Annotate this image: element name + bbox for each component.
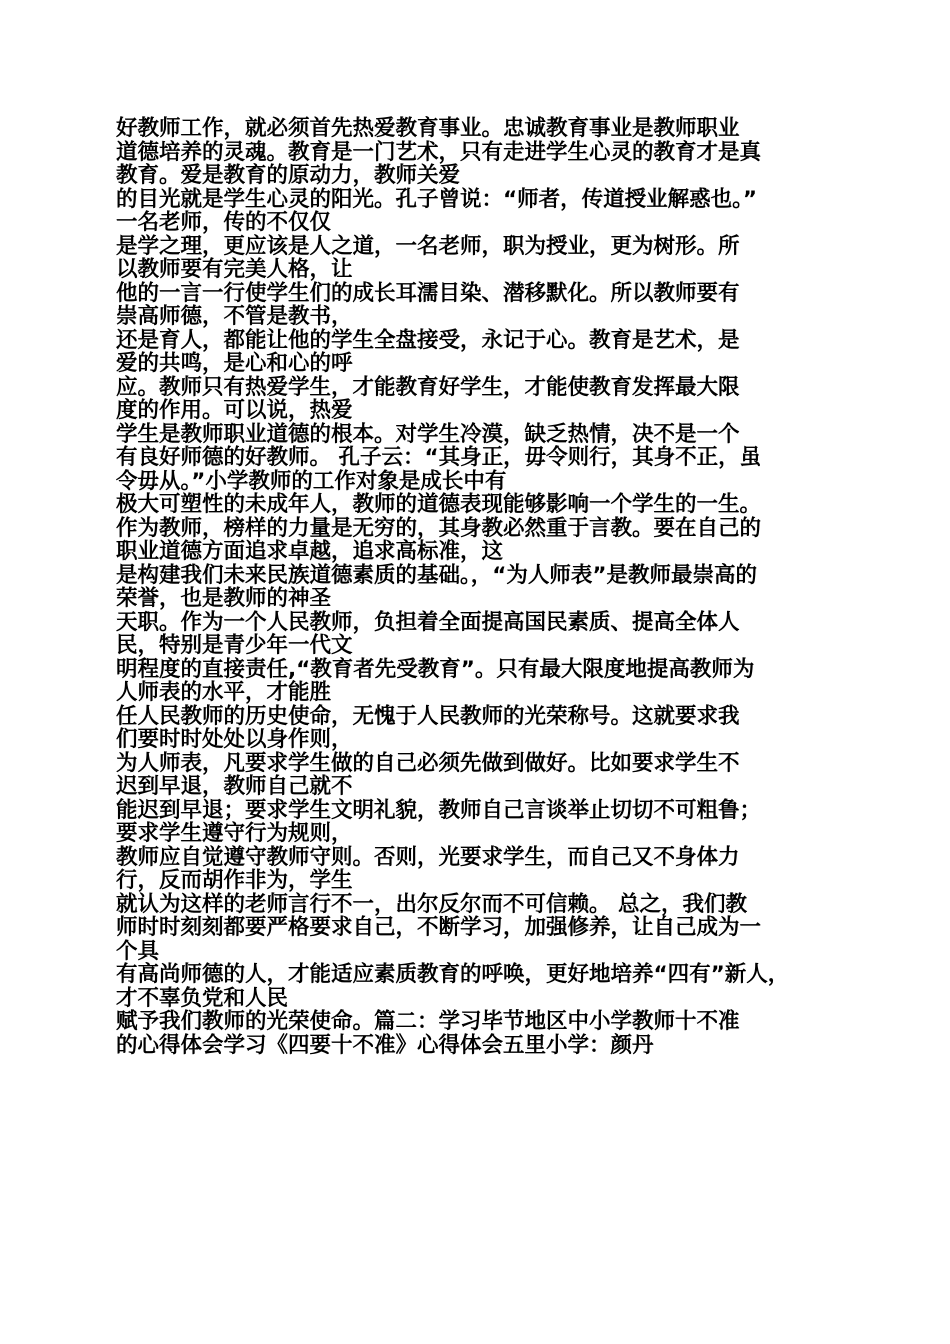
text-line: 他的一言一行使学生们的成长耳濡目染、潜移默化。所以教师要有 [116,280,740,306]
text-line: 职业道德方面追求卓越，追求高标准，这 [116,539,504,564]
text-line: 一名老师，传的不仅仅 [116,210,332,235]
text-line: 才不辜负党和人民 [116,985,289,1011]
text-line: 任人民教师的历史使命，无愧于人民教师的光荣称号。这就要求我 [116,703,740,729]
text-line: 能迟到早退；要求学生文明礼貌，教师自己言谈举止切切不可粗鲁； [116,797,762,823]
text-line: 为人师表，凡要求学生做的自己必须先做到做好。比如要求学生不 [116,750,740,776]
text-line: 度的作用。可以说，热爱 [116,398,353,423]
text-line: 的心得体会学习《四要十不准》心得体会五里小学：颜丹 [116,1032,654,1058]
text-line: 令毋从。”小学教师的工作对象是成长中有 [116,468,507,494]
text-line: 学生是教师职业道德的根本。对学生冷漠，缺乏热情，决不是一个 [116,421,740,447]
text-line: 爱的共鸣，是心和心的呼 [116,351,353,376]
text-line: 行，反而胡作非为，学生 [116,868,353,893]
text-line: 个具 [116,938,160,964]
text-line: 天职。作为一个人民教师，负担着全面提高国民素质、提高全体人 [116,609,740,635]
text-line: 迟到早退，教师自己就不 [116,774,353,799]
text-line: 要求学生遵守行为规则， [116,821,353,846]
text-line: 是构建我们未来民族道德素质的基础。，“为人师表”是教师最崇高的 [116,562,758,588]
text-line: 作为教师，榜样的力量是无穷的，其身教必然重于言教。要在自己的 [116,515,762,541]
text-line: 人师表的水平，才能胜 [116,680,332,705]
text-line: 应。教师只有热爱学生，才能教育好学生，才能使教育发挥最大限 [116,374,740,400]
text-line: 荣誉，也是教师的神圣 [116,586,332,611]
text-line: 民，特别是青少年一代文 [116,633,353,658]
text-line: 道德培养的灵魂。教育是一门艺术，只有走进学生心灵的教育才是真 [116,139,762,165]
text-line: 有高尚师德的人，才能适应素质教育的呼唤，更好地培养“四有”新人， [116,962,790,987]
text-line: 们要时时处处以身作则， [116,727,353,752]
text-line: 崇高师德，不管是教书， [116,304,353,329]
text-line: 还是育人，都能让他的学生全盘接受，永记于心。教育是艺术，是 [116,327,740,353]
text-line: 是学之理，更应该是人之道，一名老师，职为授业，更为树形。所 [116,233,740,259]
text-line: 教师应自觉遵守教师守则。否则，光要求学生，而自己又不身体力 [116,844,740,870]
document-body [116,117,846,1057]
text-line: 就认为这样的老师言行不一，出尔反尔而不可信赖。 总之，我们教 [116,891,747,917]
text-line: 师时时刻刻都要严格要求自己，不断学习，加强修养，让自己成为一 [116,915,762,940]
text-line: 极大可塑性的未成年人，教师的道德表现能够影响一个学生的一生。 [116,492,762,517]
text-line: 有良好师德的好教师。 孔子云：“其身正，毋令则行，其身不正，虽 [116,445,762,470]
text-line: 好教师工作，就必须首先热爱教育事业。忠诚教育事业是教师职业 [116,116,740,141]
text-line: 赋予我们教师的光荣使命。篇二：学习毕节地区中小学教师十不准 [116,1009,740,1034]
text-line: 明程度的直接责任,“教育者先受教育”。只有最大限度地提高教师为 [116,656,755,682]
text-line: 以教师要有完美人格，让 [116,257,353,282]
text-line: 教育。爱是教育的原动力，教师关爱 [116,163,461,188]
text-line: 的目光就是学生心灵的阳光。孔子曾说：“师者，传道授业解惑也。” [116,186,758,212]
